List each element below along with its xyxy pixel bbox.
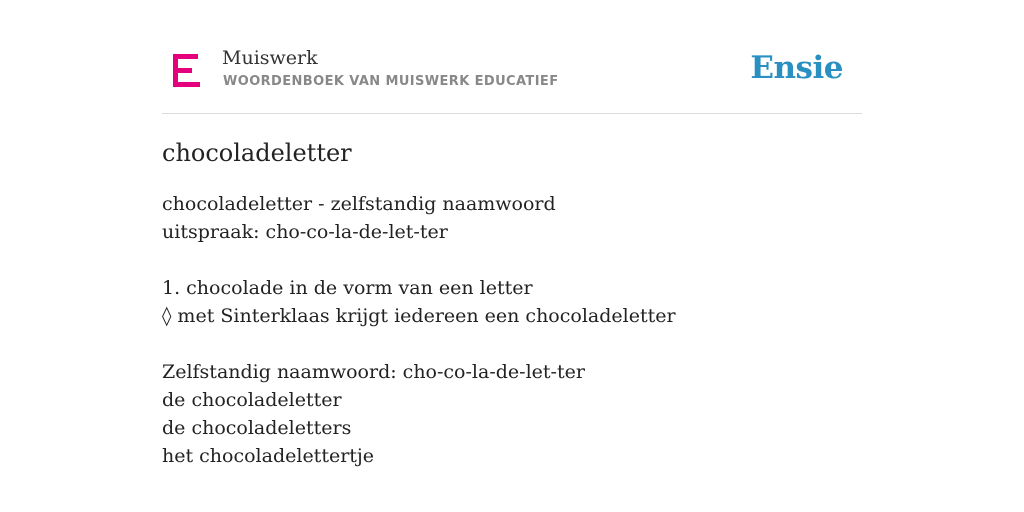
entry-content: [162, 190, 862, 470]
brand-name[interactable]: Muiswerk: [222, 47, 318, 69]
brand-subtitle: WOORDENBOEK VAN MUISWERK EDUCATIEF: [223, 74, 559, 89]
word-form: het chocoladelettertje: [162, 445, 375, 467]
word-form: de chocoladeletter: [162, 389, 342, 411]
entry-title: chocoladeletter: [162, 139, 352, 167]
example-sentence: ◊ met Sinterklaas krijgt iedereen een chocoladeletter: [162, 305, 676, 327]
header: [162, 0, 862, 114]
ensie-logo[interactable]: Ensie: [750, 50, 843, 86]
meaning: 1. chocolade in de vorm van een letter: [162, 277, 533, 299]
dictionary-card: [162, 0, 862, 512]
muiswerk-logo-icon[interactable]: [173, 54, 200, 88]
grammar-header: Zelfstandig naamwoord: cho-co-la-de-let-ter: [162, 361, 585, 383]
definition-header: chocoladeletter - zelfstandig naamwoord: [162, 193, 556, 215]
word-form: de chocoladeletters: [162, 417, 352, 439]
pronunciation: uitspraak: cho-co-la-de-let-ter: [162, 221, 448, 243]
